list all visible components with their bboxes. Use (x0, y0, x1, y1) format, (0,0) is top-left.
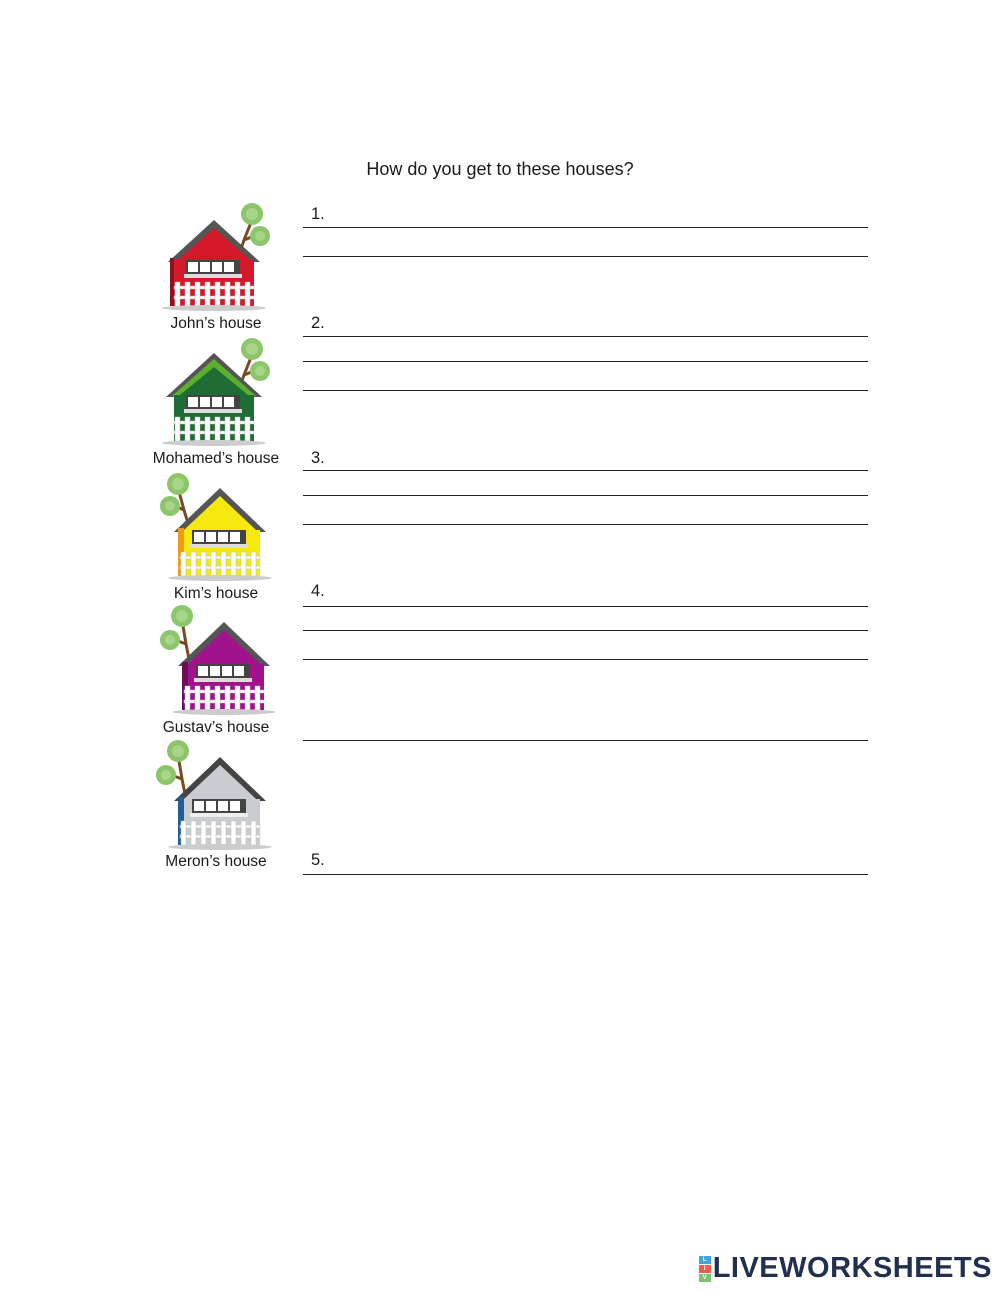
answer-line-1b[interactable] (303, 256, 868, 257)
logo-tile-l: L (699, 1256, 711, 1264)
question-number-1: 1. (311, 205, 325, 223)
answer-line-2b[interactable] (303, 361, 868, 362)
house-icon (156, 470, 276, 582)
question-number-5: 5. (311, 851, 325, 869)
answer-line-4a[interactable] (303, 606, 868, 607)
logo-text: LIVEWORKSHEETS (712, 1252, 992, 1284)
house-icon (156, 200, 276, 312)
house-illustration-john (156, 200, 276, 312)
house-illustration-mohamed (156, 335, 276, 447)
answer-line-2c[interactable] (303, 390, 868, 391)
house-caption-mohamed: Mohamed’s house (152, 450, 280, 467)
answer-line-5a[interactable] (303, 874, 868, 875)
answer-line-1a[interactable] (303, 227, 868, 228)
logo-tile-v: V (699, 1274, 711, 1282)
answer-line-4d[interactable] (303, 740, 868, 741)
house-illustration-gustav (158, 604, 278, 716)
house-illustration-kim (156, 470, 276, 582)
answer-line-3b[interactable] (303, 495, 868, 496)
logo-tiles-icon (699, 1256, 711, 1282)
house-caption-meron: Meron’s house (165, 853, 267, 870)
answer-line-3c[interactable] (303, 524, 868, 525)
house-icon (158, 604, 278, 716)
house-caption-kim: Kim’s house (173, 585, 259, 602)
house-icon (156, 739, 276, 851)
liveworksheets-logo (699, 1252, 992, 1285)
answer-line-4b[interactable] (303, 630, 868, 631)
logo-tile-i: I (699, 1265, 711, 1273)
house-illustration-meron (156, 739, 276, 851)
question-number-3: 3. (311, 449, 325, 467)
house-icon (156, 335, 276, 447)
answer-line-4c[interactable] (303, 659, 868, 660)
house-caption-gustav: Gustav’s house (162, 719, 270, 736)
answer-line-2a[interactable] (303, 336, 868, 337)
answer-line-3a[interactable] (303, 470, 868, 471)
question-number-2: 2. (311, 314, 325, 332)
worksheet-title: How do you get to these houses? (366, 159, 634, 179)
question-number-4: 4. (311, 582, 325, 600)
house-caption-john: John’s house (170, 315, 262, 332)
